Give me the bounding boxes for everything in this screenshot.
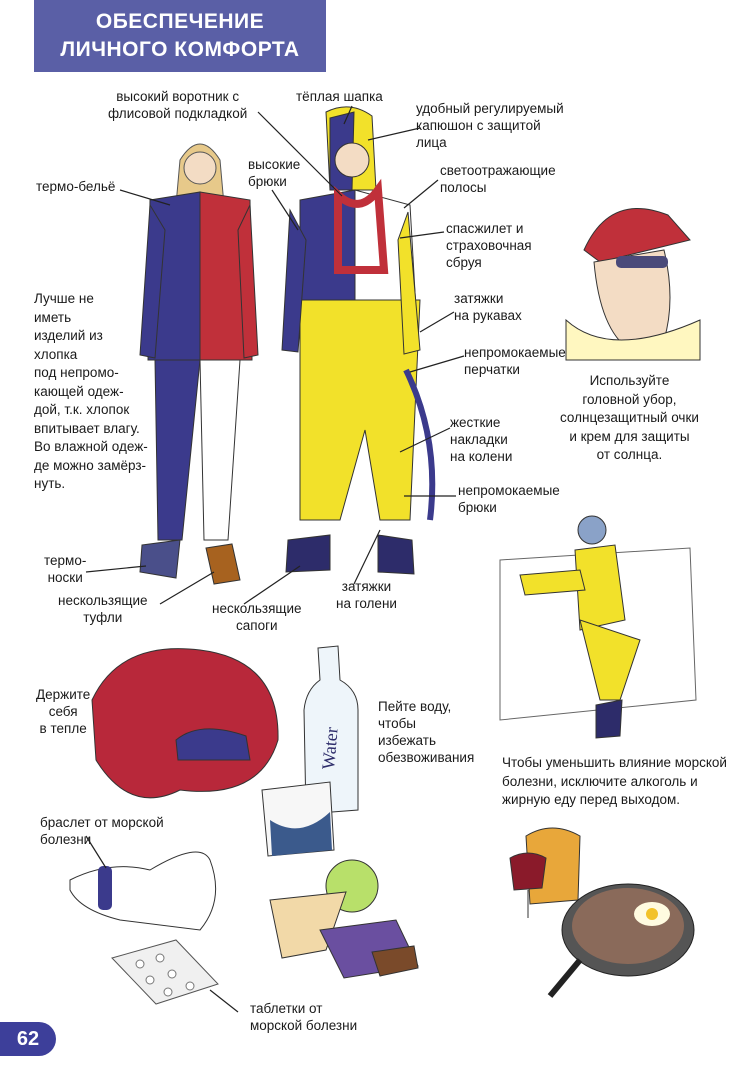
label-line: нескользящие [212,601,302,616]
note-line: жирную еду перед выходом. [502,792,681,807]
note-line: Держите [36,687,91,702]
title-line-1: ОБЕСПЕЧЕНИЕ [95,10,265,33]
label-line: морской болезни [250,1018,358,1033]
note-line: де можно замёрз- [34,457,147,473]
thermal-underwear-figure [140,144,258,584]
label-line: таблетки от [250,1001,323,1016]
note-line: нуть. [34,476,66,491]
label-line: капюшон с защитой [416,118,541,133]
label-lifejacket [446,220,532,271]
label-hat [296,88,383,105]
note-line: хлопка [34,346,78,362]
label-line: непромокаемые [458,483,560,498]
note-line: от солнца. [596,447,663,462]
label-line: носки [47,570,83,585]
cotton-note [34,290,148,494]
label-waterproof-trousers [458,482,560,516]
label-shin-ties [336,578,397,612]
foul-weather-gear-figure [282,107,432,574]
label-shoes [58,592,148,626]
label-line: страховочная [446,238,532,253]
label-line: нескользящие [58,593,148,608]
label-line: на голени [336,596,397,611]
page-number: 62 [0,1022,56,1056]
note-line: Во влажной одеж- [34,439,148,454]
note-line: впитывает влагу. [34,420,140,436]
note-line: в тепле [39,721,87,736]
note-line: чтобы [378,716,417,731]
label-collar [108,88,247,122]
note-line: изделий из [34,328,103,343]
label-thermal [36,178,115,195]
fleece-and-hat [92,649,278,798]
label-line: затяжки [341,579,392,594]
note-line: Пейте воду, [378,699,452,714]
label-line: тёплая шапка [296,89,383,104]
label-line: затяжки [454,291,504,306]
note-line: избежать [378,733,436,748]
label-line: термо-бельё [36,179,116,194]
label-line: полосы [440,180,487,195]
drinks-and-frying-pan [510,828,694,996]
note-line: Чтобы уменьшить влияние морской [502,755,727,770]
bottle-label: Water [318,726,342,771]
label-line: сапоги [236,618,278,633]
label-line: на рукавах [454,308,522,323]
water-note [378,698,474,766]
label-line: туфли [83,610,123,625]
water-bottle-and-mug [262,646,358,856]
label-line: жесткие [450,415,501,430]
pill-blister [112,940,218,1004]
note-line: кающей одеж- [34,383,124,399]
label-high-trousers [248,156,300,190]
label-gloves [464,344,566,378]
label-line: удобный регулируемый [416,101,564,116]
label-socks [44,552,86,586]
label-line: перчатки [464,362,520,377]
label-line: брюки [458,500,497,515]
note-line: Лучше не [34,291,94,306]
note-line: себя [48,704,78,719]
label-line: высокий воротник с [116,89,240,104]
page-title [34,0,326,72]
sun-note [560,372,699,465]
note-line: и крем для защиты [569,428,690,444]
note-line: обезвоживания [378,750,475,765]
note-line: иметь [34,309,72,325]
cap-sunglasses-head [566,208,700,360]
note-line: под непромо- [34,365,119,380]
note-line: Используйте [589,373,670,388]
label-line: болезни [40,832,92,847]
label-pills [250,1000,357,1034]
seasick-note [502,754,727,810]
label-line: термо- [44,553,87,568]
note-line: солнцезащитный очки [560,410,699,425]
label-boots [212,600,302,634]
label-line: на колени [450,449,513,464]
seated-sailor [500,516,696,738]
label-knee-pads [450,414,512,465]
label-wristband [40,814,164,848]
label-line: накладки [450,432,508,447]
label-line: лица [416,135,447,150]
label-line: спасжилет и [446,221,524,236]
label-line: браслет от морской [40,815,164,830]
note-line: болезни, исключите алкоголь и [502,773,698,789]
label-line: непромокаемые [464,345,566,360]
note-line: дой, т.к. хлопок [34,402,130,417]
note-line: головной убор, [582,391,677,407]
label-line: сбруя [446,255,482,270]
sandwich-apple-chocolate [270,860,418,978]
label-line: флисовой подкладкой [108,106,248,121]
label-line: светоотражающие [440,163,556,178]
label-hood [416,100,564,151]
keep-warm-note [36,686,90,737]
label-reflective [440,162,556,196]
label-line: высокие [248,157,301,172]
wrist-with-band [70,852,216,930]
label-line: брюки [248,174,287,189]
title-line-2: ЛИЧНОГО КОМФОРТА [60,38,300,61]
label-sleeve-ties [454,290,522,324]
